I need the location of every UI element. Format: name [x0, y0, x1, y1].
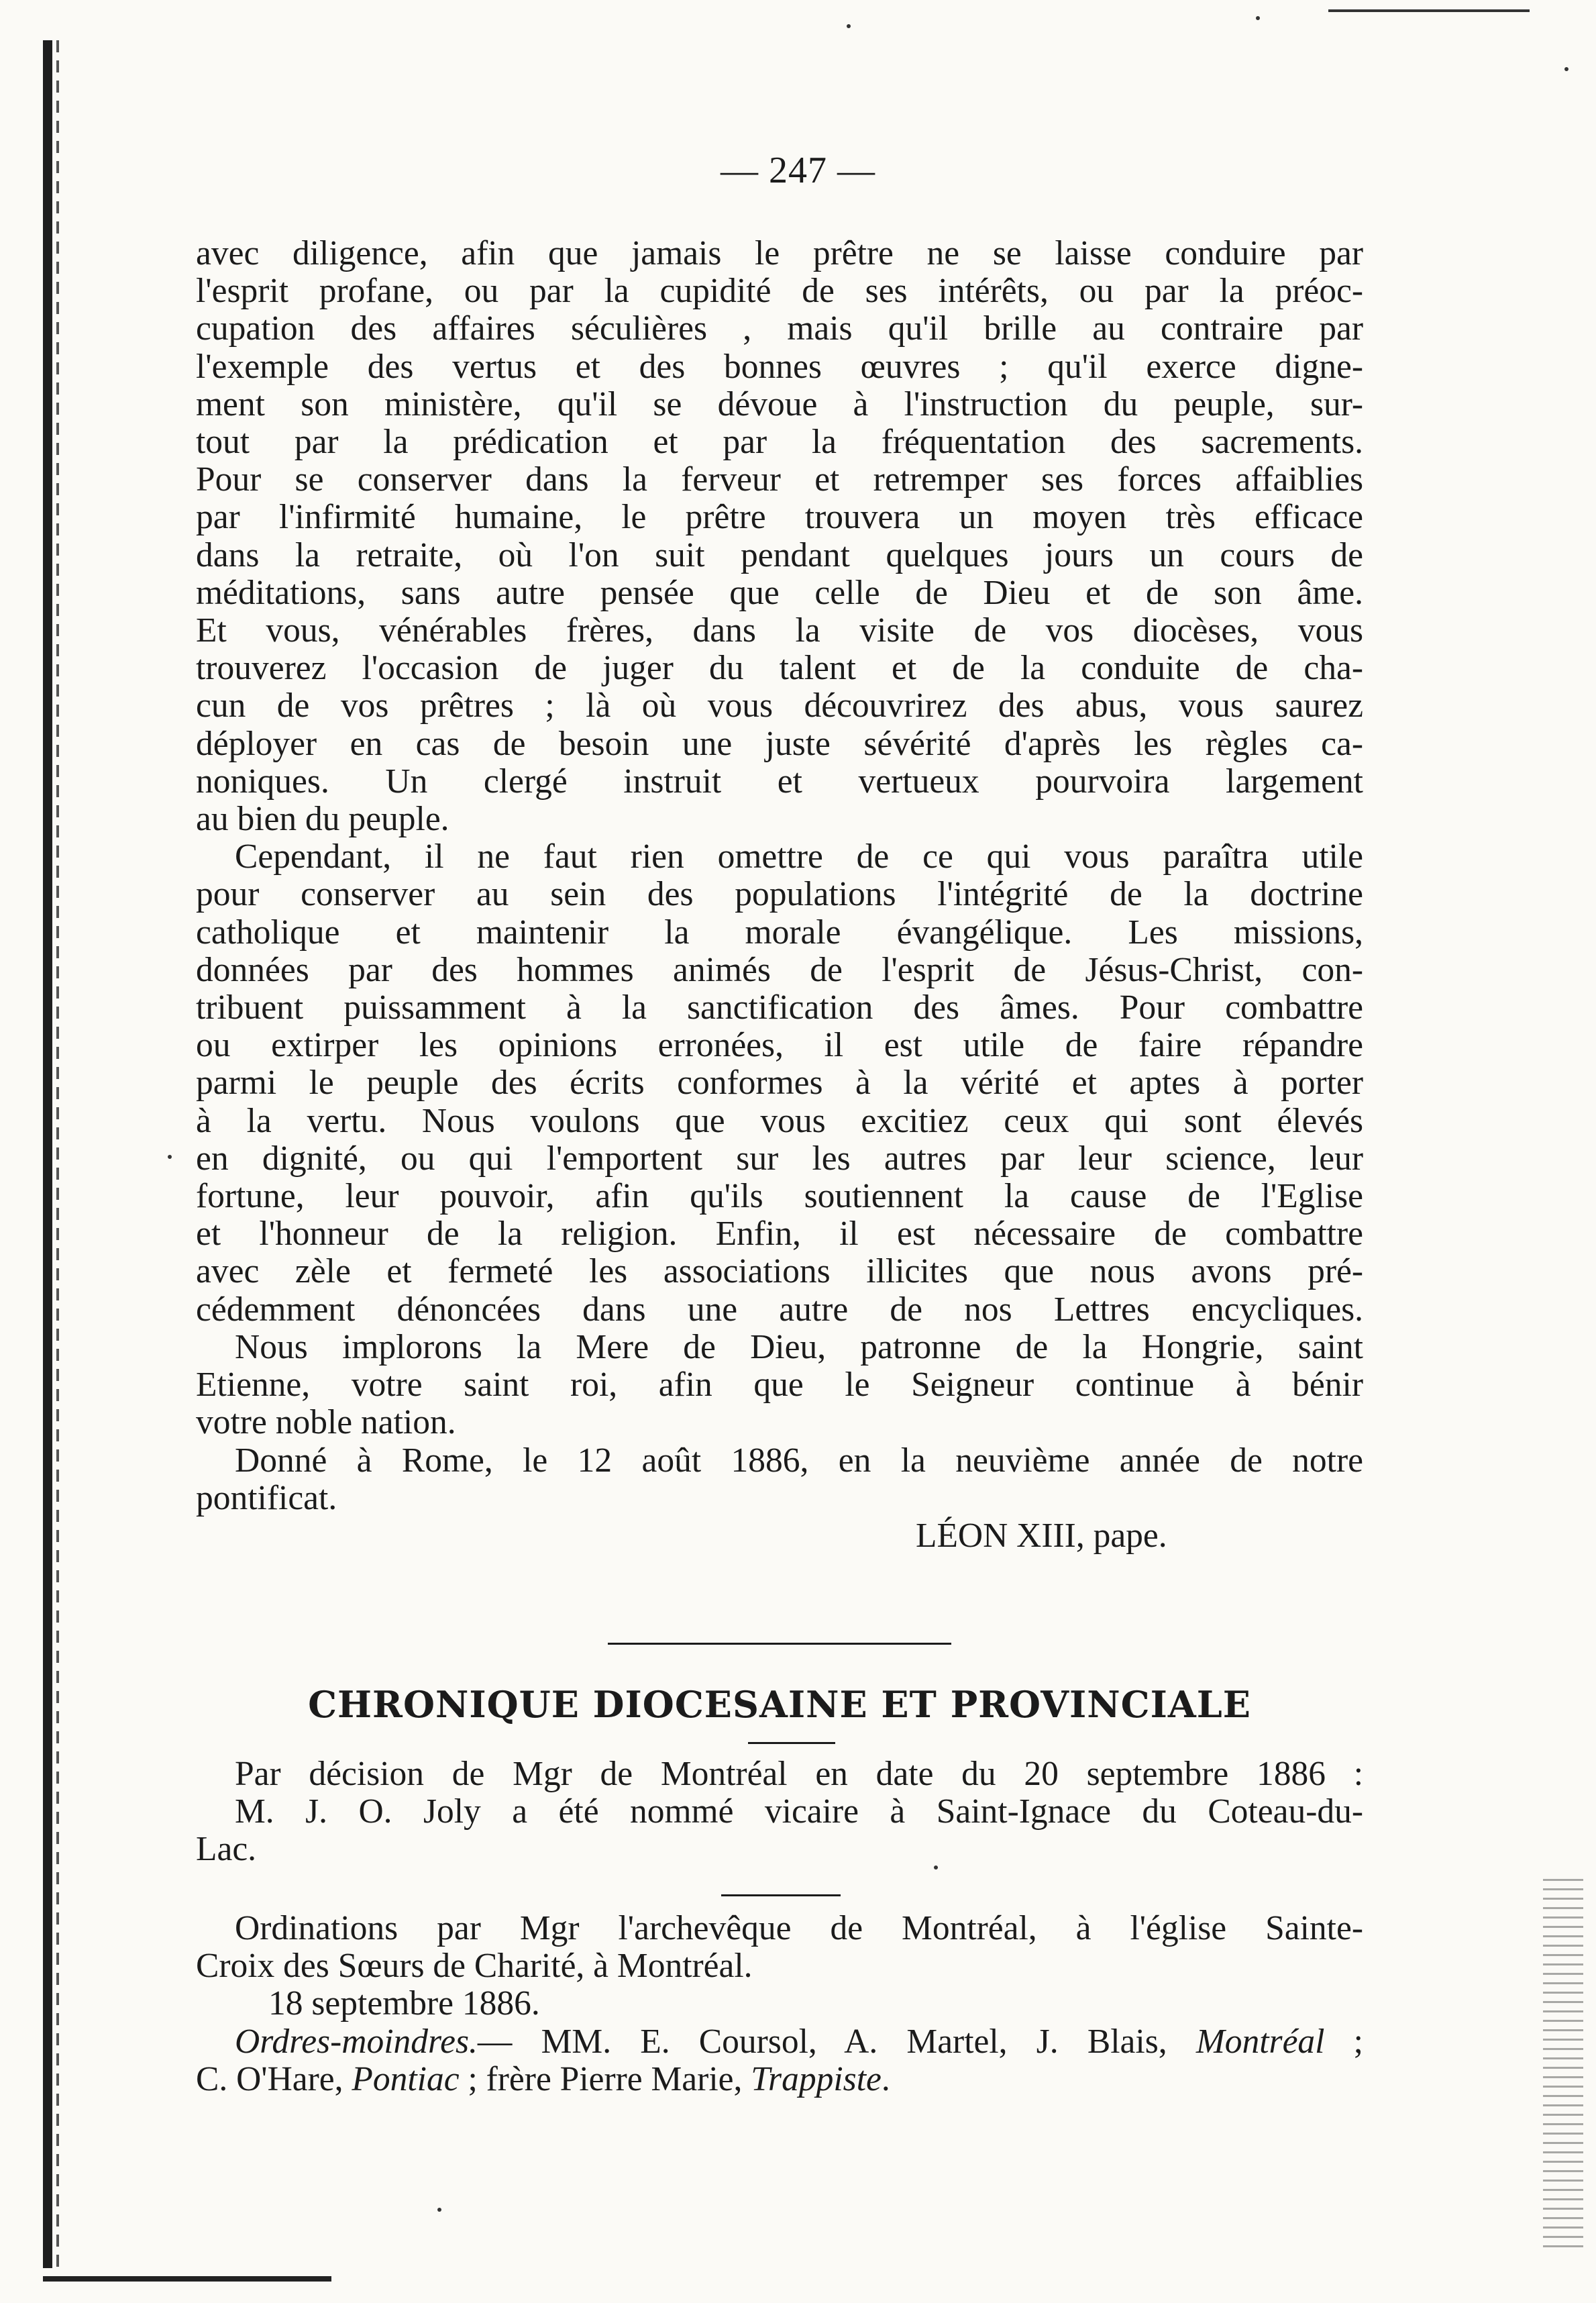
- text-line: et l'honneur de la religion. Enfin, il est nécessaire de combattre: [196, 1215, 1363, 1253]
- text-line: tribuent puissamment à la sanctification des âmes. Pour combattre: [196, 988, 1363, 1027]
- text-line: pontificat.: [196, 1478, 337, 1517]
- text-line: Lac.: [196, 1830, 257, 1869]
- text-line: méditations, sans autre pensée que celle de Dieu et de son âme.: [196, 573, 1363, 612]
- text-line: déployer en cas de besoin une juste sévérité d'après les règles ca-: [196, 724, 1363, 763]
- text-line: Par décision de Mgr de Montréal en date du 20 septembre 1886 :: [235, 1755, 1363, 1793]
- text-line: ou extirper les opinions erronées, il est utile de faire répandre: [196, 1026, 1363, 1065]
- text-line: catholique et maintenir la morale évangélique. Les missions,: [196, 913, 1363, 952]
- orders-label: Ordres-moindres.: [235, 2023, 478, 2061]
- section-separator: [608, 1643, 951, 1645]
- text-line: en dignité, ou qui l'emportent sur les autres par leur science, leur: [196, 1139, 1363, 1178]
- section-heading: CHRONIQUE DIOCESAINE ET PROVINCIALE: [308, 1683, 1251, 1726]
- text-line: par l'infirmité humaine, le prêtre trouvera un moyen très efficace: [196, 498, 1363, 537]
- text-line: cupation des affaires séculières , mais qu'il brille au contraire par: [196, 309, 1363, 348]
- text-line: Donné à Rome, le 12 août 1886, en la neuvième année de notre: [235, 1441, 1363, 1480]
- scan-dot: [847, 24, 851, 28]
- text-line: fortune, leur pouvoir, afin qu'ils soutiennent la cause de l'Eglise: [196, 1177, 1363, 1216]
- text-line: dans la retraite, où l'on suit pendant quelques jours un cours de: [196, 535, 1363, 574]
- orders-names-2: C. O'Hare,: [196, 2060, 352, 2099]
- paragraph-separator: [721, 1894, 841, 1896]
- text-line: tout par la prédication et par la fréquentation des sacrements.: [196, 423, 1363, 462]
- scan-top-rule: [1328, 9, 1530, 12]
- scan-left-border: [43, 40, 52, 2268]
- text-line: avec diligence, afin que jamais le prêtre ne se laisse conduire par: [196, 234, 1363, 272]
- text-line: ment son ministère, qu'il se dévoue à l'instruction du peuple, sur-: [196, 385, 1363, 423]
- orders-place-2: Pontiac: [352, 2060, 460, 2099]
- text-line: Etienne, votre saint roi, afin que le Seigneur continue à bénir: [196, 1366, 1363, 1404]
- orders-place-1: Montréal: [1195, 2023, 1325, 2061]
- scan-dot: [168, 1155, 172, 1159]
- orders-names-1: — MM. E. Coursol, A. Martel, J. Blais,: [477, 2023, 1196, 2061]
- scan-dot: [1256, 16, 1260, 20]
- text-line: l'esprit profane, ou par la cupidité de ses intérêts, ou par la préoc-: [196, 272, 1363, 311]
- orders-sep-2: ; frère Pierre Marie,: [459, 2060, 751, 2099]
- text-line: noniques. Un clergé instruit et vertueux pourvoira largement: [196, 762, 1363, 801]
- orders-paragraph: [196, 2023, 1363, 2098]
- orders-sep-1: ;: [1324, 2023, 1363, 2061]
- text-line: Ordinations par Mgr l'archevêque de Montréal, à l'église Sainte-: [235, 1909, 1363, 1947]
- text-line: pour conserver au sein des populations l'intégrité de la doctrine: [196, 875, 1363, 914]
- text-line: 18 septembre 1886.: [268, 1984, 540, 2023]
- text-line: Cependant, il ne faut rien omettre de ce qui vous paraîtra utile: [235, 837, 1363, 876]
- text-line: parmi le peuple des écrits conformes à la vérité et aptes à porter: [196, 1064, 1363, 1103]
- text-line: au bien du peuple.: [196, 800, 449, 839]
- text-line: M. J. O. Joly a été nommé vicaire à Saint-Ignace du Coteau-du-: [235, 1792, 1363, 1831]
- text-line: à la vertu. Nous voulons que vous excitiez ceux qui sont élevés: [196, 1101, 1363, 1140]
- scan-right-speckle: [1543, 1879, 1583, 2255]
- text-line: Pour se conserver dans la ferveur et retremper ses forces affaiblies: [196, 460, 1363, 499]
- text-line: trouverez l'occasion de juger du talent et de la conduite de cha-: [196, 649, 1363, 688]
- text-line: cun de vos prêtres ; là où vous découvrirez des abus, vous saurez: [196, 686, 1363, 725]
- heading-underline: [748, 1742, 835, 1744]
- page-number: — 247 —: [721, 150, 875, 191]
- decision-paragraph: [196, 1755, 1363, 1869]
- orders-sep-3: .: [881, 2060, 890, 2099]
- text-line: cédemment dénoncées dans une autre de nos Lettres encycliques.: [196, 1290, 1363, 1329]
- text-line: données par des hommes animés de l'esprit de Jésus-Christ, con-: [196, 950, 1363, 989]
- letter-body: [196, 235, 1363, 1555]
- text-line: Croix des Sœurs de Charité, à Montréal.: [196, 1947, 753, 1986]
- text-line: l'exemple des vertus et des bonnes œuvres ; qu'il exerce digne-: [196, 347, 1363, 386]
- orders-place-3: Trappiste: [751, 2060, 882, 2099]
- orders-line-1: [196, 2023, 1363, 2061]
- text-line: Et vous, vénérables frères, dans la visite de vos diocèses, vous: [196, 611, 1363, 650]
- scan-left-border-texture: [56, 40, 59, 2268]
- text-line: Nous implorons la Mere de Dieu, patronne de la Hongrie, saint: [235, 1327, 1363, 1366]
- scan-dot: [1564, 67, 1568, 71]
- orders-line-2: [196, 2061, 1363, 2098]
- ordination-paragraph: [196, 1910, 1363, 2023]
- scan-dot: [437, 2208, 441, 2212]
- scan-bottom-rule: [43, 2276, 331, 2282]
- text-line: votre noble nation.: [196, 1403, 456, 1442]
- text-line: avec zèle et fermeté les associations illicites que nous avons pré-: [196, 1252, 1363, 1291]
- text-line: LÉON XIII, pape.: [916, 1516, 1167, 1555]
